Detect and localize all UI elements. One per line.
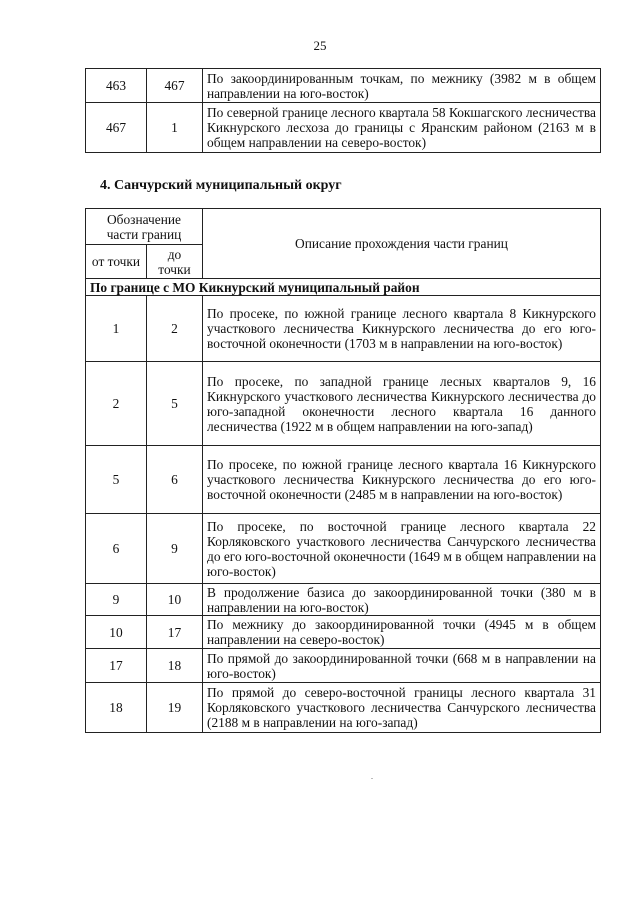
group-title-row	[86, 279, 601, 296]
designation-header: Обозначение части границ	[86, 209, 203, 245]
table-row	[86, 103, 601, 153]
table-row	[86, 69, 601, 103]
table-row	[86, 446, 601, 514]
table-row	[86, 649, 601, 683]
table-row	[86, 584, 601, 616]
table-row	[86, 616, 601, 649]
header-row	[86, 209, 601, 245]
from-point-cell: 463	[86, 69, 147, 103]
description-cell: По просеке, по южной границе лесного квартала 8 Кикнурского участкового лесничества Кикнурского лесничества до его юго-восточной оконечности (1703 м в направлении на юго-восток)	[203, 296, 601, 362]
description-cell: По просеке, по южной границе лесного квартала 16 Кикнурского участкового лесничества Кикнурского лесничества до его юго-восточной оконечности (2485 м в направлении на юго-восток)	[203, 446, 601, 514]
section-heading: 4. Санчурский муниципальный округ	[100, 178, 342, 193]
to-point-cell: 6	[147, 446, 203, 514]
top-boundary-table	[85, 68, 601, 153]
table-row	[86, 362, 601, 446]
description-cell: По прямой до закоординированной точки (668 м в направлении на юго-восток)	[203, 649, 601, 683]
to-point-cell: 467	[147, 69, 203, 103]
description-cell: По просеке, по западной границе лесных кварталов 9, 16 Кикнурского участкового лесничества Кикнурского лесничества до юго-западной оконечности лесного квартала 16 данного лесничества (1922 м в общем направлении на юго-запад)	[203, 362, 601, 446]
scan-speck	[371, 778, 373, 779]
from-point-cell: 10	[86, 616, 147, 649]
to-header: до точки	[147, 245, 203, 279]
from-point-cell: 467	[86, 103, 147, 153]
to-point-cell: 10	[147, 584, 203, 616]
description-cell: В продолжение базиса до закоординированной точки (380 м в направлении на юго-восток)	[203, 584, 601, 616]
from-point-cell: 2	[86, 362, 147, 446]
from-point-cell: 18	[86, 683, 147, 733]
description-header: Описание прохождения части границ	[203, 209, 601, 279]
from-header: от точки	[86, 245, 147, 279]
description-cell: По закоординированным точкам, по межнику (3982 м в общем направлении на юго-восток)	[203, 69, 601, 103]
to-point-cell: 2	[147, 296, 203, 362]
description-cell: По прямой до северо-восточной границы лесного квартала 31 Корляковского участкового лесничества Санчурского лесничества (2188 м в направлении на юго-запад)	[203, 683, 601, 733]
from-point-cell: 9	[86, 584, 147, 616]
table-row	[86, 683, 601, 733]
to-point-cell: 5	[147, 362, 203, 446]
main-boundary-table	[85, 208, 601, 733]
description-cell: По межнику до закоординированной точки (4945 м в общем направлении на северо-восток)	[203, 616, 601, 649]
from-point-cell: 5	[86, 446, 147, 514]
table-row	[86, 296, 601, 362]
to-point-cell: 19	[147, 683, 203, 733]
from-point-cell: 1	[86, 296, 147, 362]
to-point-cell: 18	[147, 649, 203, 683]
to-point-cell: 1	[147, 103, 203, 153]
page-number: 25	[313, 38, 327, 53]
description-cell: По северной границе лесного квартала 58 Кокшагского лесничества Кикнурского лесхоза до границы с Яранским районом (2163 м в общем направлении на северо-восток)	[203, 103, 601, 153]
description-cell: По просеке, по восточной границе лесного квартала 22 Корляковского участкового лесничества Санчурского лесничества до его юго-восточной оконечности (1649 м в общем направлении на юго-восток)	[203, 514, 601, 584]
table-row	[86, 514, 601, 584]
to-point-cell: 17	[147, 616, 203, 649]
from-point-cell: 6	[86, 514, 147, 584]
group-title: По границе с МО Кикнурский муниципальный район	[86, 279, 601, 296]
to-point-cell: 9	[147, 514, 203, 584]
from-point-cell: 17	[86, 649, 147, 683]
